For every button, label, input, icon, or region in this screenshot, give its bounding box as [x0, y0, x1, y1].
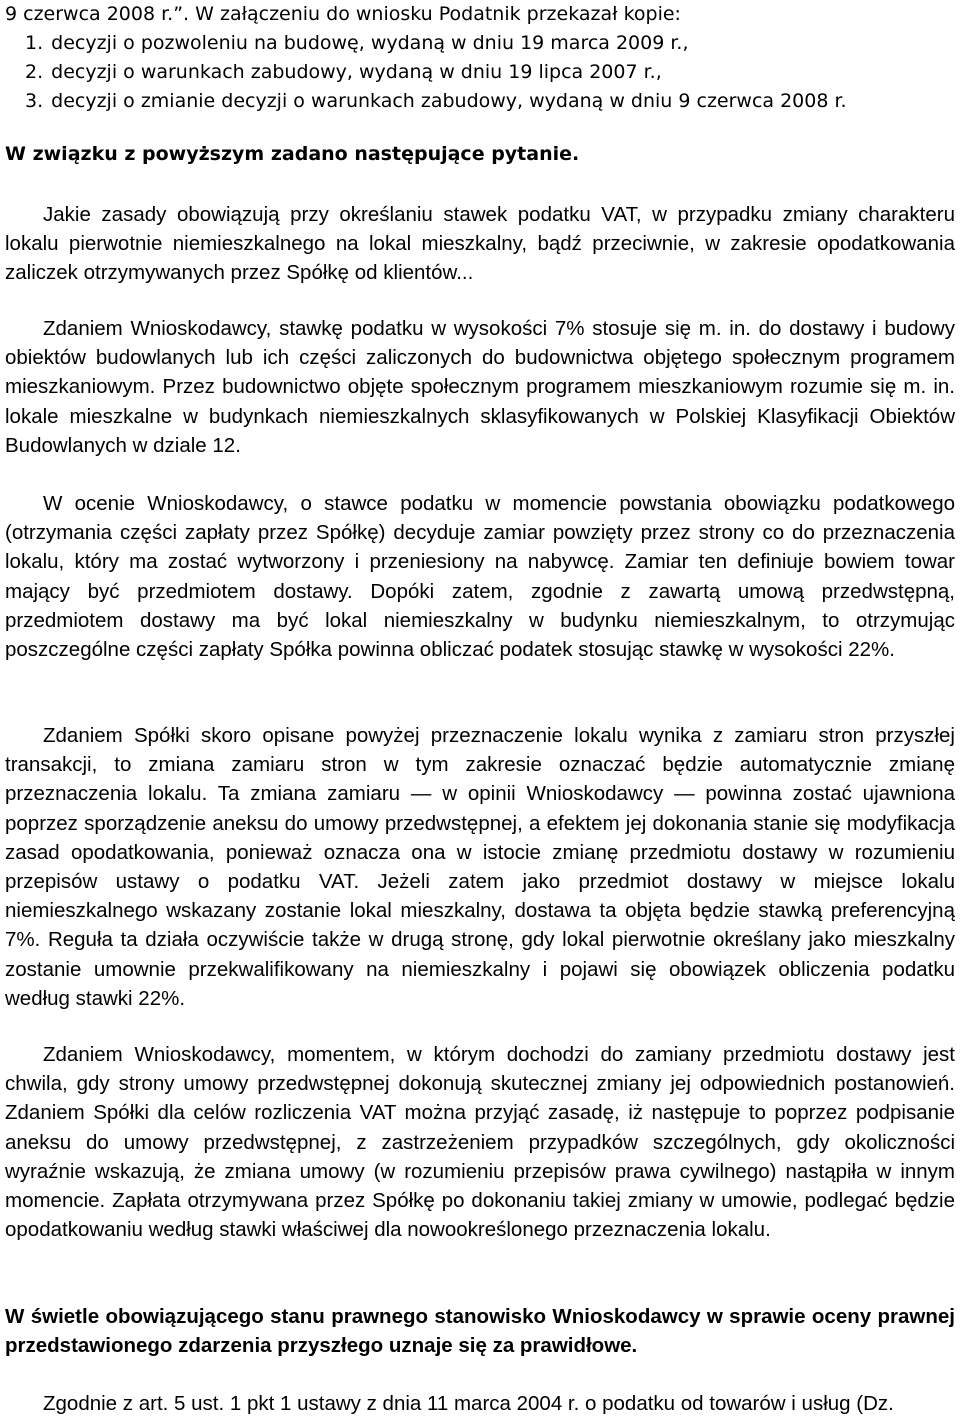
list-item: [5, 87, 955, 116]
paragraph: Zdaniem Wnioskodawcy, stawkę podatku w wysokości 7% stosuje się m. in. do dostawy i budowy obiektów budowlanych lub ich części zaliczonych do budownictwa objętego społecznym programem mieszkaniowym. Przez budownictwo objęte społecznym programem mieszkaniowym rozumie się m. in. lokale mieszkalne w budynkach niemieszkalnych sklasyfikowanych w Polskiej Klasyfikacji Obiektów Budowlanych w dziale 12.: [5, 317, 955, 457]
list-item-number: 3.: [25, 90, 44, 112]
list-item: [5, 29, 955, 58]
question-heading: W związku z powyższym zadano następujące pytanie.: [5, 143, 580, 165]
paragraph: Zdaniem Wnioskodawcy, momentem, w którym dochodzi do zamiany przedmiotu dostawy jest chwila, gdy strony umowy przedwstępnej dokonują skutecznej zmiany jej odpowiednich postanowień. Zdaniem Spółki dla celów rozliczenia VAT można przyjąć zasadę, iż następuje to poprzez podpisanie aneksu do umowy przedwstępnej, z zastrzeżeniem przypadków szczególnych, gdy okoliczności wyraźnie wskazują, że zmiana umowy (w rozumieniu przepisów prawa cywilnego) nastąpiła w innym momencie. Zapłata otrzymywana przez Spółkę po dokonaniu takiej zmiany w umowie, podlegać będzie opodatkowaniu według stawki właściwej dla nowookreślonego przeznaczenia lokalu.: [5, 1043, 955, 1242]
list-item-number: 1.: [25, 32, 44, 54]
list-item-number: 2.: [25, 61, 44, 83]
list-item-text: decyzji o pozwoleniu na budowę, wydaną w dniu 19 marca 2009 r.,: [51, 32, 689, 54]
question-paragraph: Jakie zasady obowiązują przy określaniu stawek podatku VAT, w przypadku zmiany charakteru lokalu pierwotnie niemieszkalnego na lokal mieszkalny, bądź przeciwnie, w zakresie opodatkowania zaliczek otrzymywanych przez Spółkę od klientów...: [5, 203, 955, 285]
intro-section: [5, 0, 955, 116]
list-item-text: decyzji o zmianie decyzji o warunkach zabudowy, wydaną w dniu 9 czerwca 2008 r.: [51, 90, 847, 112]
paragraph: W ocenie Wnioskodawcy, o stawce podatku w momencie powstania obowiązku podatkowego (otrzymania części zapłaty przez Spółkę) decyduje zamiar powzięty przez strony co do przeznaczenia lokalu, który ma zostać wytworzony i przeniesiony na nabywcę. Zamiar ten definiuje bowiem towar mający być przedmiotem dostawy. Dopóki zatem, zgodnie z zawartą umową przedwstępną, przedmiotem dostawy ma być lokal niemieszkalny w budynku niemieszkalnym, to otrzymując poszczególne części zapłaty Spółka powinna obliczać podatek stosując stawkę w wysokości 22%.: [5, 492, 955, 662]
paragraph: Zdaniem Spółki skoro opisane powyżej przeznaczenie lokalu wynika z zamiaru stron przyszłej transakcji, to zmiana zamiaru stron w tym zakresie oznaczać będzie automatycznie zmianę przeznaczenia lokalu. Ta zmiana zamiaru — w opinii Wnioskodawcy — powinna zostać ujawniona poprzez sporządzenie aneksu do umowy przedwstępnej, a efektem jej dokonania stanie się modyfikacja zasad opodatkowania, ponieważ oznacza ona w istocie zmianę przedmiotu dostawy w rozumieniu przepisów ustawy o podatku VAT. Jeżeli zatem jako przedmiot dostawy w miejsce lokalu niemieszkalnego wskazany zostanie lokal mieszkalny, dostawa ta objęta będzie stawką preferencyjną 7%. Reguła ta działa oczywiście także w drugą stronę, gdy lokal pierwotnie określany jako mieszkalny zostanie umownie przekwalifikowany na niemieszkalny i pojawi się obowiązek obliczenia podatku według stawki 22%.: [5, 724, 955, 1010]
intro-line: 9 czerwca 2008 r.”. W załączeniu do wniosku Podatnik przekazał kopie:: [5, 3, 681, 25]
trailing-line: Zgodnie z art. 5 ust. 1 pkt 1 ustawy z dnia 11 marca 2004 r. o podatku od towarów i usług (Dz.: [43, 1392, 894, 1415]
conclusion-paragraph: W świetle obowiązującego stanu prawnego stanowisko Wnioskodawcy w sprawie oceny prawnej przedstawionego zdarzenia przyszłego uznaje się za prawidłowe.: [5, 1305, 955, 1358]
list-item: [5, 58, 955, 87]
list-item-text: decyzji o warunkach zabudowy, wydaną w dniu 19 lipca 2007 r.,: [51, 61, 662, 83]
attachments-list: [5, 29, 955, 116]
